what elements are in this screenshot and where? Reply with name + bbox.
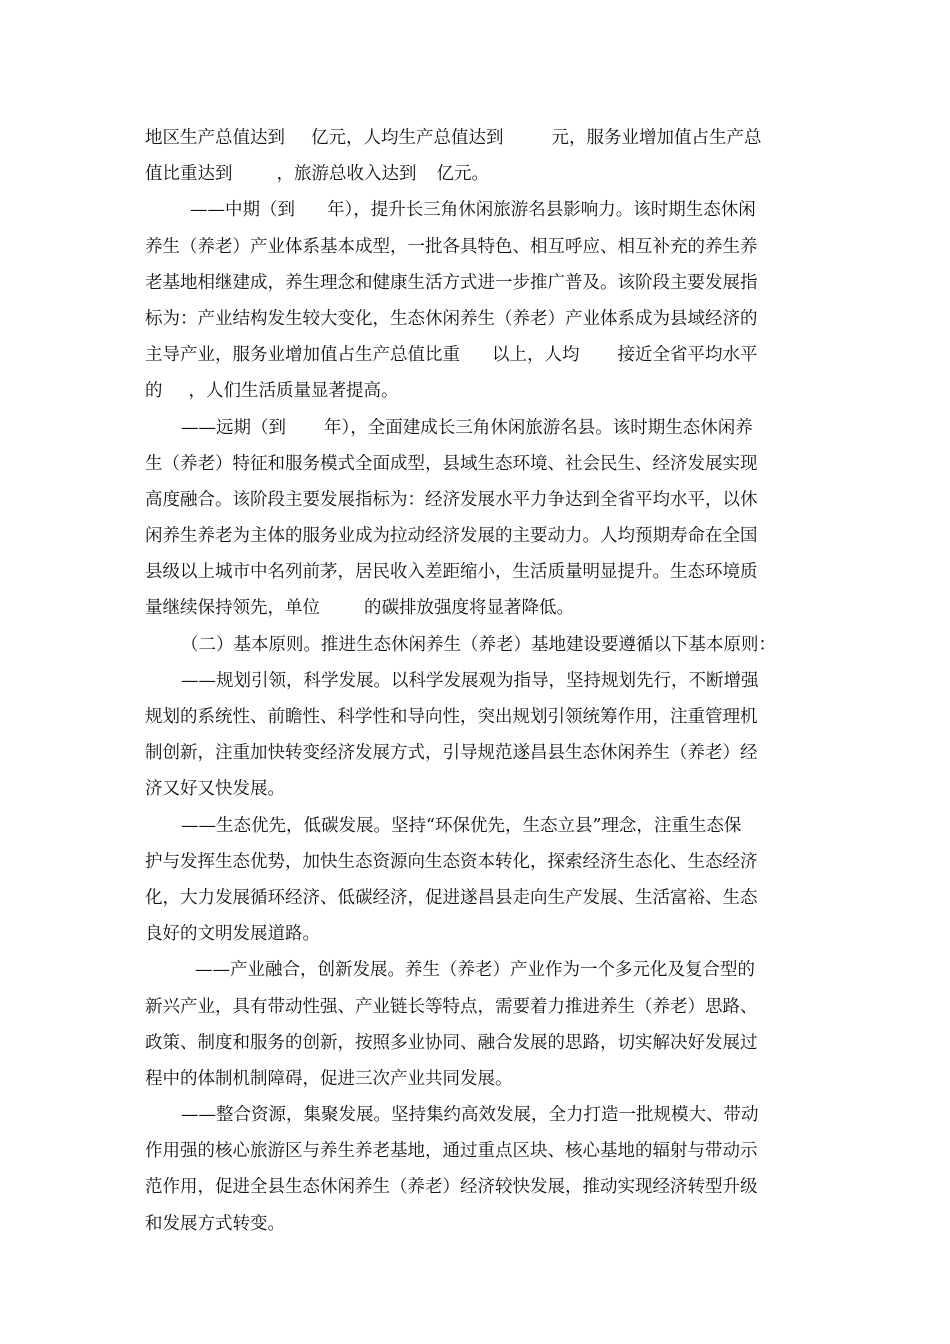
- text-line: 新兴产业，具有带动性强、产业链长等特点，需要着力推进养生（养老）思路、: [145, 996, 758, 1017]
- text-line: 地区生产总值达到 亿元，人均生产总值达到 元，服务业增加值占生产总: [145, 128, 762, 148]
- text-line: 规划的系统性、前瞻性、科学性和导向性，突出规划引领统筹作用，注重管理机: [145, 707, 758, 727]
- text-line: ——远期（到 年），全面建成长三角休闲旅游名县。该时期生态休闲养: [181, 417, 753, 438]
- text-line: ——中期（到 年），提升长三角休闲旅游名县影响力。该时期生态休闲: [190, 200, 756, 221]
- text-line: 的 ，人们生活质量显著提高。: [145, 381, 399, 402]
- text-line: 量继续保持领先，单位 的碳排放强度将显著降低。: [145, 598, 574, 619]
- section-heading: （二）基本原则。推进生态休闲养生（养老）基地建设要遵循以下基本原则：: [181, 634, 776, 655]
- text-line: 范作用，促进全县生态休闲养生（养老）经济较快发展，推动实现经济转型升级: [145, 1177, 758, 1198]
- text-line: 良好的文明发展道路。: [145, 924, 320, 945]
- text-line: 高度融合。该阶段主要发展指标为：经济发展水平力争达到全省平均水平，以休: [145, 489, 758, 510]
- text-line: 养生（养老）产业体系基本成型，一批各具特色、相互呼应、相互补充的养生养: [145, 236, 758, 257]
- text-line: ——产业融合，创新发展。养生（养老）产业作为一个多元化及复合型的: [195, 960, 755, 981]
- text-line: 县级以上城市中名列前茅，居民收入差距缩小，生活质量明显提升。生态环境质: [145, 562, 758, 583]
- text-line: ——生态优先，低碳发展。坚持“环保优先，生态立县”理念，注重生态保: [181, 815, 742, 836]
- text-line: 护与发挥生态优势，加快生态资源向生态资本转化，探索经济生态化、生态经济: [145, 851, 758, 872]
- text-line: ——规划引领，科学发展。以科学发展观为指导，坚持规划先行，不断增强: [181, 670, 759, 691]
- text-line: 老基地相继建成，养生理念和健康生活方式进一步推广普及。该阶段主要发展指: [145, 272, 758, 293]
- text-line: 程中的体制机制障碍，促进三次产业共同发展。: [145, 1068, 513, 1089]
- document-body: [145, 120, 810, 1242]
- text-line: 政策、制度和服务的创新，按照多业协同、融合发展的思路，切实解决好发展过: [145, 1032, 758, 1053]
- text-line: 作用强的核心旅游区与养生养老基地，通过重点区块、核心基地的辐射与带动示: [145, 1141, 758, 1162]
- text-line: 生（养老）特征和服务模式全面成型，县域生态环境、社会民生、经济发展实现: [145, 453, 758, 474]
- text-line: ——整合资源，集聚发展。坚持集约高效发展，全力打造一批规模大、带动: [181, 1105, 759, 1126]
- text-line: 济又好又快发展。: [145, 779, 285, 800]
- text-line: 值比重达到 ，旅游总收入达到 亿元。: [145, 164, 489, 185]
- text-line: 标为：产业结构发生较大变化，生态休闲养生（养老）产业体系成为县域经济的: [145, 308, 758, 329]
- text-line: 闲养生养老为主体的服务业成为拉动经济发展的主要动力。人均预期寿命在全国: [145, 526, 758, 547]
- text-line: 化，大力发展循环经济、低碳经济，促进遂昌县走向生产发展、生活富裕、生态: [145, 887, 758, 908]
- text-line: 制创新，注重加快转变经济发展方式，引导规范遂昌县生态休闲养生（养老）经: [145, 743, 758, 764]
- text-line: 主导产业，服务业增加值占生产总值比重 以上，人均 接近全省平均水平: [145, 345, 758, 366]
- text-line: 和发展方式转变。: [145, 1213, 285, 1234]
